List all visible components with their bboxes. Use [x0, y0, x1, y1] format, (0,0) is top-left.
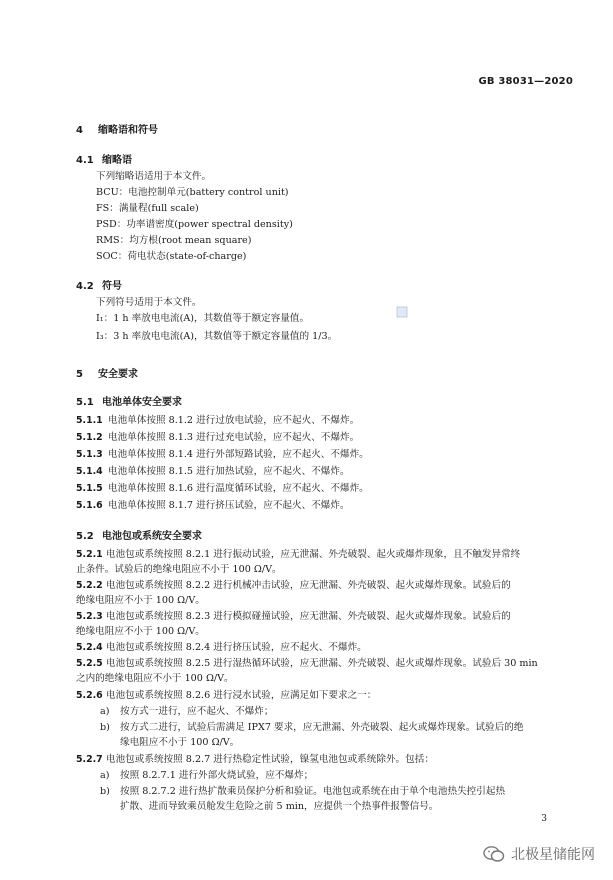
clause-5-2-6: [76, 689, 376, 703]
clause-text: 电池包或系统按照 8.2.2 进行机械冲击试验，应无泄漏、外壳破裂、起火或爆炸现象。试验后的: [106, 580, 511, 591]
list-item-a: [100, 769, 313, 783]
abbreviation-item: RMS：均方根(root mean square): [96, 235, 252, 246]
clause-5-1-3: [76, 448, 369, 462]
clause-text: 电池包或系统按照 8.2.5 进行湿热循环试验，应无泄漏、外壳破裂、起火或爆炸现象。试验后 30 min: [106, 658, 538, 669]
list-item-a: [100, 705, 274, 719]
clause-5-1-1: [76, 414, 359, 428]
clause-5-2-3: [76, 610, 511, 624]
clause-5-2-1: [76, 548, 520, 562]
clause-number: 5.2.3: [76, 611, 103, 622]
clause-text: 电池单体按照 8.1.4 进行外部短路试验，应不起火、不爆炸。: [108, 449, 369, 460]
section-heading-5-2: [76, 527, 202, 542]
clause-5-2-5: [76, 657, 538, 671]
clause-continuation: 绝缘电阻应不小于 100 Ω/V。: [76, 626, 205, 637]
clause-5-1-2: [76, 431, 359, 445]
section-number: 5.2: [76, 531, 94, 542]
symbol-item: I₁：1 h 率放电电流(A)，其数值等于额定容量值。: [96, 313, 310, 324]
symbol-intro: 下列符号适用于本文件。: [96, 297, 202, 308]
list-label: a): [100, 770, 110, 781]
clause-text: 电池包或系统按照 8.2.3 进行模拟碰撞试验，应无泄漏、外壳破裂、起火或爆炸现象。试验后的: [106, 611, 511, 622]
list-label: a): [100, 706, 110, 717]
section-heading-4-2: [76, 277, 122, 292]
list-text: 按方式一进行，应不起火、不爆炸；: [120, 706, 274, 717]
abbreviation-item: FS：满量程(full scale): [96, 203, 199, 214]
abbreviation-item: PSD：功率谱密度(power spectral density): [96, 219, 293, 230]
clause-text: 电池包或系统按照 8.2.4 进行挤压试验，应不起火、不爆炸。: [106, 642, 367, 653]
section-number: 4.1: [76, 155, 94, 166]
clause-5-2-2: [76, 579, 511, 593]
clause-number: 5.1.4: [76, 466, 103, 477]
clause-continuation: 绝缘电阻应不小于 100 Ω/V。: [76, 595, 205, 606]
clause-number: 5.2.1: [76, 549, 103, 560]
section-title: 安全要求: [98, 369, 138, 380]
watermark: [483, 844, 595, 864]
clause-number: 5.1.3: [76, 449, 103, 460]
section-title: 缩略语: [102, 155, 132, 166]
list-text: 按照 8.2.7.2 进行热扩散乘员保护分析和验证。电池包或系统在由于单个电池热失控引起热: [120, 786, 506, 797]
scan-mark-icon: [396, 306, 408, 318]
abbreviation-item: BCU：电池控制单元(battery control unit): [96, 187, 289, 198]
clause-text: 电池单体按照 8.1.5 进行加热试验，应不起火、不爆炸。: [108, 466, 350, 477]
section-heading-4: [76, 121, 158, 136]
clause-5-2-4: [76, 641, 367, 655]
clause-number: 5.1.1: [76, 415, 103, 426]
list-continuation: 缘电阻应不小于 100 Ω/V。: [120, 737, 240, 748]
clause-number: 5.2.2: [76, 580, 103, 591]
clause-text: 电池单体按照 8.1.3 进行过充电试验，应不起火、不爆炸。: [108, 432, 360, 443]
clause-number: 5.1.2: [76, 432, 103, 443]
clause-number: 5.1.6: [76, 500, 103, 511]
section-heading-5: [76, 365, 138, 380]
list-text: 按照 8.2.7.1 进行外部火烧试验，应不爆炸；: [120, 770, 314, 781]
list-text: 按方式二进行，试验后需满足 IPX7 要求，应无泄漏、外壳破裂、起火或爆炸现象。试验后的绝: [120, 722, 524, 733]
abbreviation-item: SOC：荷电状态(state-of-charge): [96, 251, 247, 262]
clause-number: 5.2.7: [76, 754, 103, 765]
clause-text: 电池包或系统按照 8.2.1 进行振动试验，应无泄漏、外壳破裂、起火或爆炸现象，且不触发异常终: [106, 549, 521, 560]
standard-code: GB 38031—2020: [478, 76, 573, 87]
clause-text: 电池包或系统按照 8.2.7 进行热稳定性试验，镍氢电池包或系统除外。包括：: [106, 754, 434, 765]
section-title: 电池包或系统安全要求: [102, 531, 202, 542]
clause-number: 5.2.6: [76, 690, 103, 701]
list-continuation: 扩散、进而导致乘员舱发生危险之前 5 min，应提供一个热事件报警信号。: [120, 801, 439, 812]
list-label: b): [100, 722, 110, 733]
clause-text: 电池单体按照 8.1.7 进行挤压试验，应不起火、不爆炸。: [108, 500, 350, 511]
clause-number: 5.2.5: [76, 658, 103, 669]
clause-number: 5.2.4: [76, 642, 103, 653]
section-number: 5.1: [76, 397, 94, 408]
section-heading-4-1: [76, 151, 132, 166]
section-number: 5: [76, 369, 83, 380]
page-number: 3: [541, 814, 547, 824]
symbol-item: I₃：3 h 率放电电流(A)，其数值等于额定容量值的 1/3。: [96, 331, 338, 342]
clause-number: 5.1.5: [76, 483, 103, 494]
clause-text: 电池单体按照 8.1.2 进行过放电试验，应不起火、不爆炸。: [108, 415, 360, 426]
clause-5-1-4: [76, 465, 350, 479]
section-title: 缩略语和符号: [98, 125, 158, 136]
clause-text: 电池包或系统按照 8.2.6 进行浸水试验，应满足如下要求之一：: [106, 690, 377, 701]
section-number: 4: [76, 125, 83, 136]
list-label: b): [100, 786, 110, 797]
section-number: 4.2: [76, 281, 94, 292]
section-heading-5-1: [76, 393, 182, 408]
clause-continuation: 之内的绝缘电阻应不小于 100 Ω/V。: [76, 673, 234, 684]
clause-5-1-6: [76, 499, 350, 513]
section-title: 电池单体安全要求: [102, 397, 182, 408]
list-item-b: [100, 721, 523, 735]
clause-text: 电池单体按照 8.1.6 进行温度循环试验，应不起火、不爆炸。: [108, 483, 369, 494]
abbreviation-intro: 下列缩略语适用于本文件。: [96, 171, 212, 182]
list-item-b: [100, 785, 505, 799]
clause-5-2-7: [76, 753, 434, 767]
wechat-icon: [483, 845, 505, 863]
clause-5-1-5: [76, 482, 369, 496]
clause-continuation: 止条件。试验后的绝缘电阻应不小于 100 Ω/V。: [76, 564, 282, 575]
section-title: 符号: [102, 281, 122, 292]
watermark-text: 北极星储能网: [511, 847, 595, 863]
